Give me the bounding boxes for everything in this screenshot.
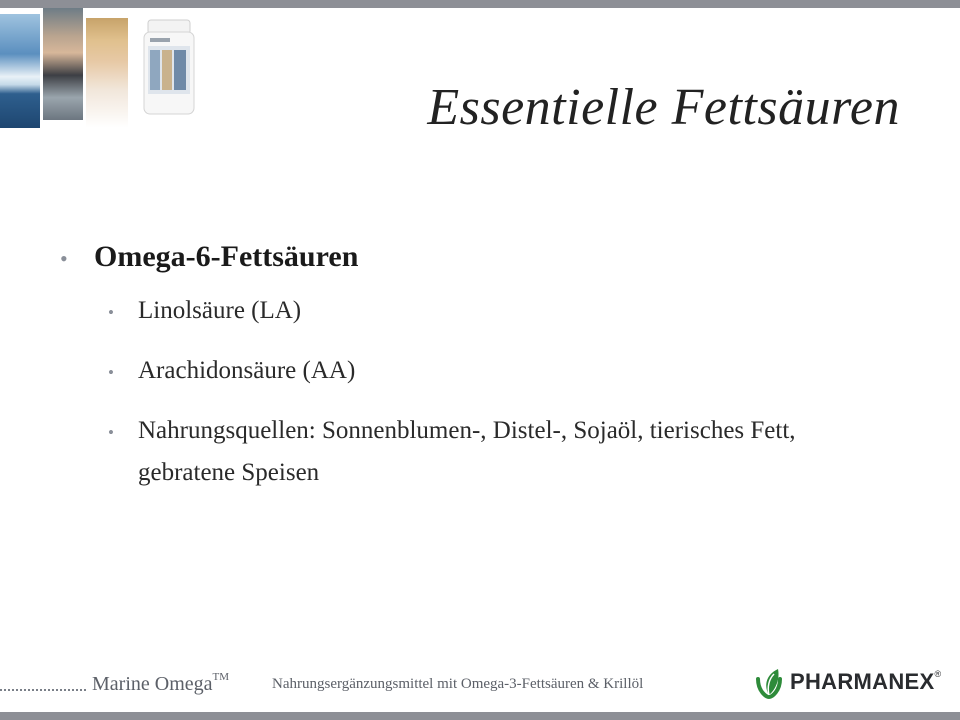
sub-bullet <box>108 350 920 394</box>
smiling-woman-photo <box>86 18 128 128</box>
footer-tagline: Nahrungsergänzungsmittel mit Omega-3-Fettsäuren & Krillöl <box>272 676 644 692</box>
pharmanex-logo <box>752 662 952 702</box>
sub-bullet <box>108 410 920 494</box>
bullet-dot-icon: • <box>60 246 68 271</box>
bottom-bar <box>0 712 960 720</box>
footer-brand <box>92 673 229 696</box>
registered-mark: ® <box>934 669 942 679</box>
sub-bullet <box>108 290 920 334</box>
bullet-dot-icon: • <box>108 363 114 382</box>
bullet-dot-icon: • <box>108 303 114 322</box>
supplement-bottle-image <box>140 18 198 116</box>
logo-wordmark: PHARMANEX <box>790 669 935 694</box>
sub-bullet-text: Nahrungsquellen: Sonnenblumen-, Distel-, Sojaöl, tierisches Fett, gebratene Speisen <box>138 417 796 486</box>
iceberg-photo <box>0 14 40 128</box>
top-bar <box>0 0 960 8</box>
sub-bullet-text: Arachidonsäure (AA) <box>138 357 356 384</box>
footer-dotted-rule <box>0 689 86 691</box>
bullet-list <box>60 240 920 494</box>
main-bullet <box>60 240 920 274</box>
slide-title: Essentielle Fettsäuren <box>427 79 900 136</box>
trademark-mark: TM <box>212 671 230 684</box>
bullet-dot-icon: • <box>108 423 114 442</box>
sub-bullet-text: Linolsäure (LA) <box>138 297 302 324</box>
friends-photo <box>43 8 83 120</box>
leaf-logo-icon <box>752 665 786 699</box>
brand-name: Marine Omega <box>92 673 213 695</box>
bullet-heading: Omega-6-Fettsäuren <box>94 240 359 273</box>
